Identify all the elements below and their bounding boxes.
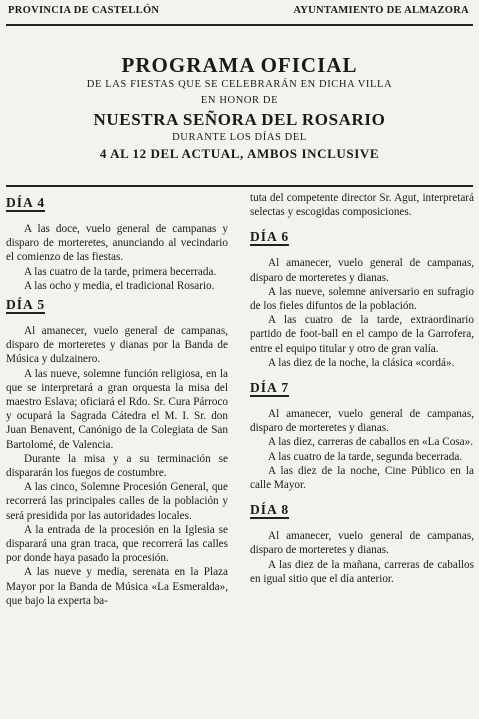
day8-paragraph: A las diez de la mañana, carreras de caballos en igual sitio que el día anterior. (250, 558, 474, 585)
day6-paragraph: A las nueve, solemne aniversario en sufragio de los fieles difuntos de la población. (250, 285, 474, 313)
day8-paragraph: Al amanecer, vuelo general de campanas, disparo de morteretes y dianas. (250, 530, 474, 557)
day-heading-6: DÍA 6 (250, 229, 290, 245)
header-town-council: AYUNTAMIENTO DE ALMAZORA (293, 5, 469, 16)
day5-paragraph: Al amanecer, vuelo general de campanas, disparo de morteretes y dianas por la Banda de Música y dulzainero. (6, 325, 228, 366)
header-province: PROVINCIA DE CASTELLÓN (8, 5, 160, 16)
title-dates: 4 AL 12 DEL ACTUAL, AMBOS INCLUSIVE (99, 146, 380, 161)
day-heading-4: DÍA 4 (6, 195, 46, 210)
left-column (6, 191, 228, 608)
top-rule (6, 24, 473, 26)
day5-paragraph: A las nueve, solemne función religiosa, en la que se interpretará a gran orquesta la misa del maestro Eslava; oficiará el Rdo. Sr. Cura Párroco y ocupará la Sagrada Cátedra el M. I. Sr. don Juan Benavent, Canónigo de la Colegiata de San Bartolomé, de Valencia. (6, 367, 228, 451)
subtitle-festivities: DE LAS FIESTAS QUE SE CELEBRARÁN EN DICHA VILLA (86, 79, 393, 90)
day6-paragraph: A las diez de la noche, la clásica «cordá». (268, 356, 455, 369)
day-heading-5: DÍA 5 (6, 297, 46, 313)
title-patron: NUESTRA SEÑORA DEL ROSARIO (93, 110, 386, 129)
continuation-paragraph: tuta del competente director Sr. Agut, interpretará selectas y escogidas composiciones. (250, 192, 474, 219)
day5-paragraph: A las cinco, Solemne Procesión General, que recorrerá las principales calles de la población y será presidida por las autoridades locales. (6, 481, 228, 522)
day5-paragraph: A la entrada de la procesión en la Iglesia se disparará una gran traca, que recorrerá las calles por donde haya pasado la procesión. (6, 523, 228, 565)
right-column (250, 191, 474, 586)
day7-paragraph: Al amanecer, vuelo general de campanas, disparo de morteretes y dianas. (250, 408, 474, 435)
day4-paragraph: A las cuatro de la tarde, primera becerrada. (24, 265, 217, 278)
day6-paragraph: A las cuatro de la tarde, extraordinario partido de foot-ball en el campo de la Garrofera, entre el equipo titular y otro de gran valía. (250, 314, 474, 355)
subtitle-during: DURANTE LOS DÍAS DEL (172, 132, 307, 143)
subtitle-in-honor: EN HONOR DE (200, 95, 279, 106)
day7-paragraph: A las diez de la noche, Cine Público en la calle Mayor. (250, 464, 474, 492)
day5-paragraph: Durante la misa y a su terminación se dispararán los fuegos de costumbre. (6, 452, 228, 480)
day4-paragraph: A las doce, vuelo general de campanas y disparo de morteretes, anunciando al vecindario el comienzo de las fiestas. (6, 223, 228, 264)
day-heading-7: DÍA 7 (250, 380, 290, 396)
day6-paragraph: Al amanecer, vuelo general de campanas, disparo de morteretes y dianas. (250, 257, 474, 284)
day7-paragraph: A las diez, carreras de caballos en «La Cosa». (268, 436, 474, 449)
title-block (0, 53, 479, 163)
day4-paragraph: A las ocho y media, el tradicional Rosario. (24, 279, 215, 292)
day7-paragraph: A las cuatro de la tarde, segunda becerrada. (268, 450, 463, 463)
main-title: PROGRAMA OFICIAL (121, 53, 358, 77)
section-rule (6, 185, 473, 187)
day-heading-8: DÍA 8 (250, 502, 290, 518)
day5-paragraph: A las nueve y media, serenata en la Plaza Mayor por la Banda de Música «La Esmeralda», que bajo la experta ba- (6, 566, 228, 607)
